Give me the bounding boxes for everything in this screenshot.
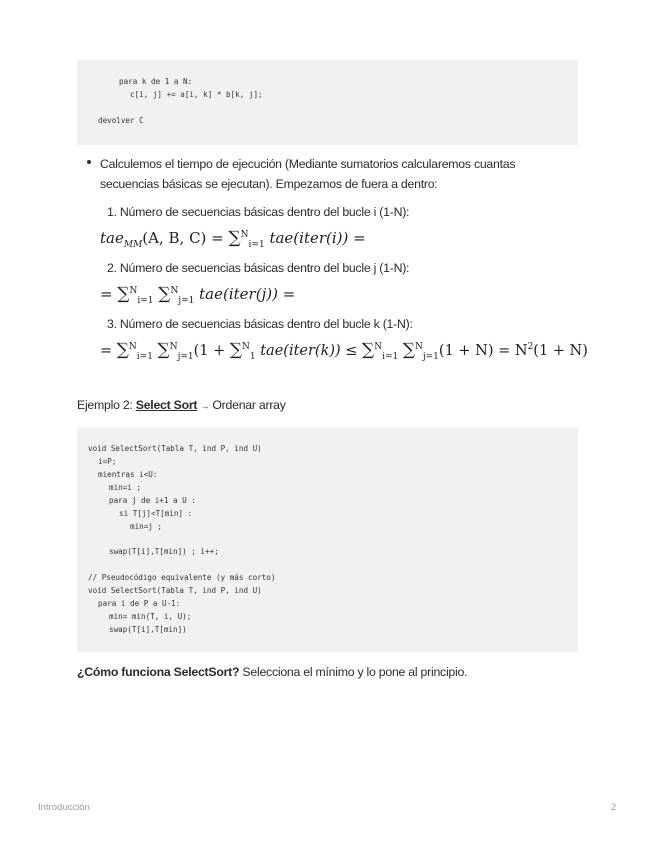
eq3-sum-k: ∑: [229, 340, 243, 360]
code-comment-line: // Pseudocódigo equivalente (y más corto): [88, 573, 276, 582]
code-line: swap(T[i],T[min]): [109, 625, 187, 634]
eq1-sub: i=1: [248, 240, 265, 250]
footer-section: Introducción: [38, 802, 90, 813]
eq2-sup-i: N: [129, 286, 138, 296]
eq3-sum-i: ∑: [116, 340, 129, 360]
eq1-args: (A, B, C) =: [142, 229, 229, 247]
eq1-sum: ∑: [228, 228, 241, 248]
eq3-sub-j: j=1: [177, 351, 194, 362]
eq1-sub-mm: MM: [123, 240, 143, 250]
eq3-end: (1 + N): [533, 343, 588, 359]
bullet-text-line-2: secuencias básicas se ejecutan). Empezamos de fuera a dentro:: [100, 177, 438, 191]
equation-3: [100, 340, 588, 362]
eq1-sup: N: [240, 230, 249, 240]
code-line: c[i, j] += a[i, k] * b[k, j];: [130, 90, 263, 99]
eq3-sub-k: 1: [249, 351, 256, 362]
code-line: devolver C: [98, 116, 144, 125]
code-line: mientras i<U:: [98, 470, 158, 479]
eq2-sub-j: j=1: [178, 296, 195, 306]
eq2-sup-j: N: [170, 286, 179, 296]
code-block-top: [77, 60, 578, 145]
question-line: [77, 665, 467, 679]
example-heading: [77, 398, 286, 412]
step-3-text: 3. Número de secuencias básicas dentro del bucle k (1-N):: [107, 317, 413, 331]
eq3-lead: =: [100, 343, 117, 359]
code-line: swap(T[i],T[min]) ; i++;: [109, 547, 219, 556]
question-rest: Selecciona el mínimo y lo pone al principio.: [239, 665, 468, 679]
code-block-select-sort: [77, 427, 578, 652]
code-line: i=P;: [98, 457, 117, 466]
equation-1: [100, 228, 366, 250]
code-line: min=j ;: [130, 522, 163, 531]
eq3-open: (1 +: [193, 343, 230, 359]
code-line: para k de 1 a N:: [119, 77, 193, 86]
eq2-sub-i: i=1: [137, 296, 154, 306]
select-sort-link[interactable]: Select Sort: [135, 398, 198, 412]
code-line: void SelectSort(Tabla T, ind P, ind U): [88, 586, 262, 595]
example-suffix: Ordenar array: [209, 398, 286, 412]
footer-page-number: 2: [611, 802, 617, 813]
eq3-sup-i: N: [128, 342, 137, 353]
example-prefix: Ejemplo 2:: [77, 398, 136, 412]
eq3-term: tae(iter(k)) ≤: [255, 343, 363, 359]
step-2-text: 2. Número de secuencias básicas dentro del bucle j (1-N):: [107, 261, 410, 275]
step-1-text: 1. Número de secuencias básicas dentro del bucle i (1-N):: [107, 205, 410, 219]
equation-2: [100, 284, 295, 306]
bullet-dot: [87, 156, 93, 162]
bullet-text-line-1: Calculemos el tiempo de ejecución (Mediante sumatorios calcularemos cuantas: [100, 157, 516, 171]
code-line: para j de i+1 a U :: [109, 496, 196, 505]
eq1-term: tae(iter(i)) =: [264, 229, 366, 247]
eq2-lead: =: [100, 285, 118, 303]
code-line: min=i ;: [109, 483, 142, 492]
arrow-right-icon: →: [200, 401, 210, 411]
eq3-sum-j2: ∑: [402, 340, 415, 360]
eq3-mid: (1 + N) = N: [438, 343, 528, 359]
eq3-sup-j2: N: [414, 342, 423, 353]
eq3-sub-i: i=1: [136, 351, 153, 362]
eq3-sum-i2: ∑: [362, 340, 375, 360]
eq3-sub-j2: j=1: [422, 351, 439, 362]
eq1-tae: tae: [100, 229, 124, 247]
code-line: si T[j]<T[min] :: [119, 509, 193, 518]
code-line: para i de P a U-1:: [98, 599, 181, 608]
eq3-sup-k: N: [242, 342, 250, 353]
eq3-sup-2: 2: [527, 342, 534, 353]
code-line: void SelectSort(Tabla T, ind P, ind U): [88, 444, 262, 453]
eq3-sub-i2: i=1: [382, 351, 399, 362]
eq3-sum-j: ∑: [157, 340, 170, 360]
eq3-sup-i2: N: [374, 342, 383, 353]
code-line: min= min(T, i, U);: [109, 612, 192, 621]
eq3-sup-j: N: [169, 342, 178, 353]
question-bold: ¿Cómo funciona SelectSort?: [77, 665, 240, 679]
eq2-sum-i: ∑: [117, 284, 130, 304]
eq2-term: tae(iter(j)) =: [194, 285, 296, 303]
eq2-sum-j: ∑: [158, 284, 171, 304]
